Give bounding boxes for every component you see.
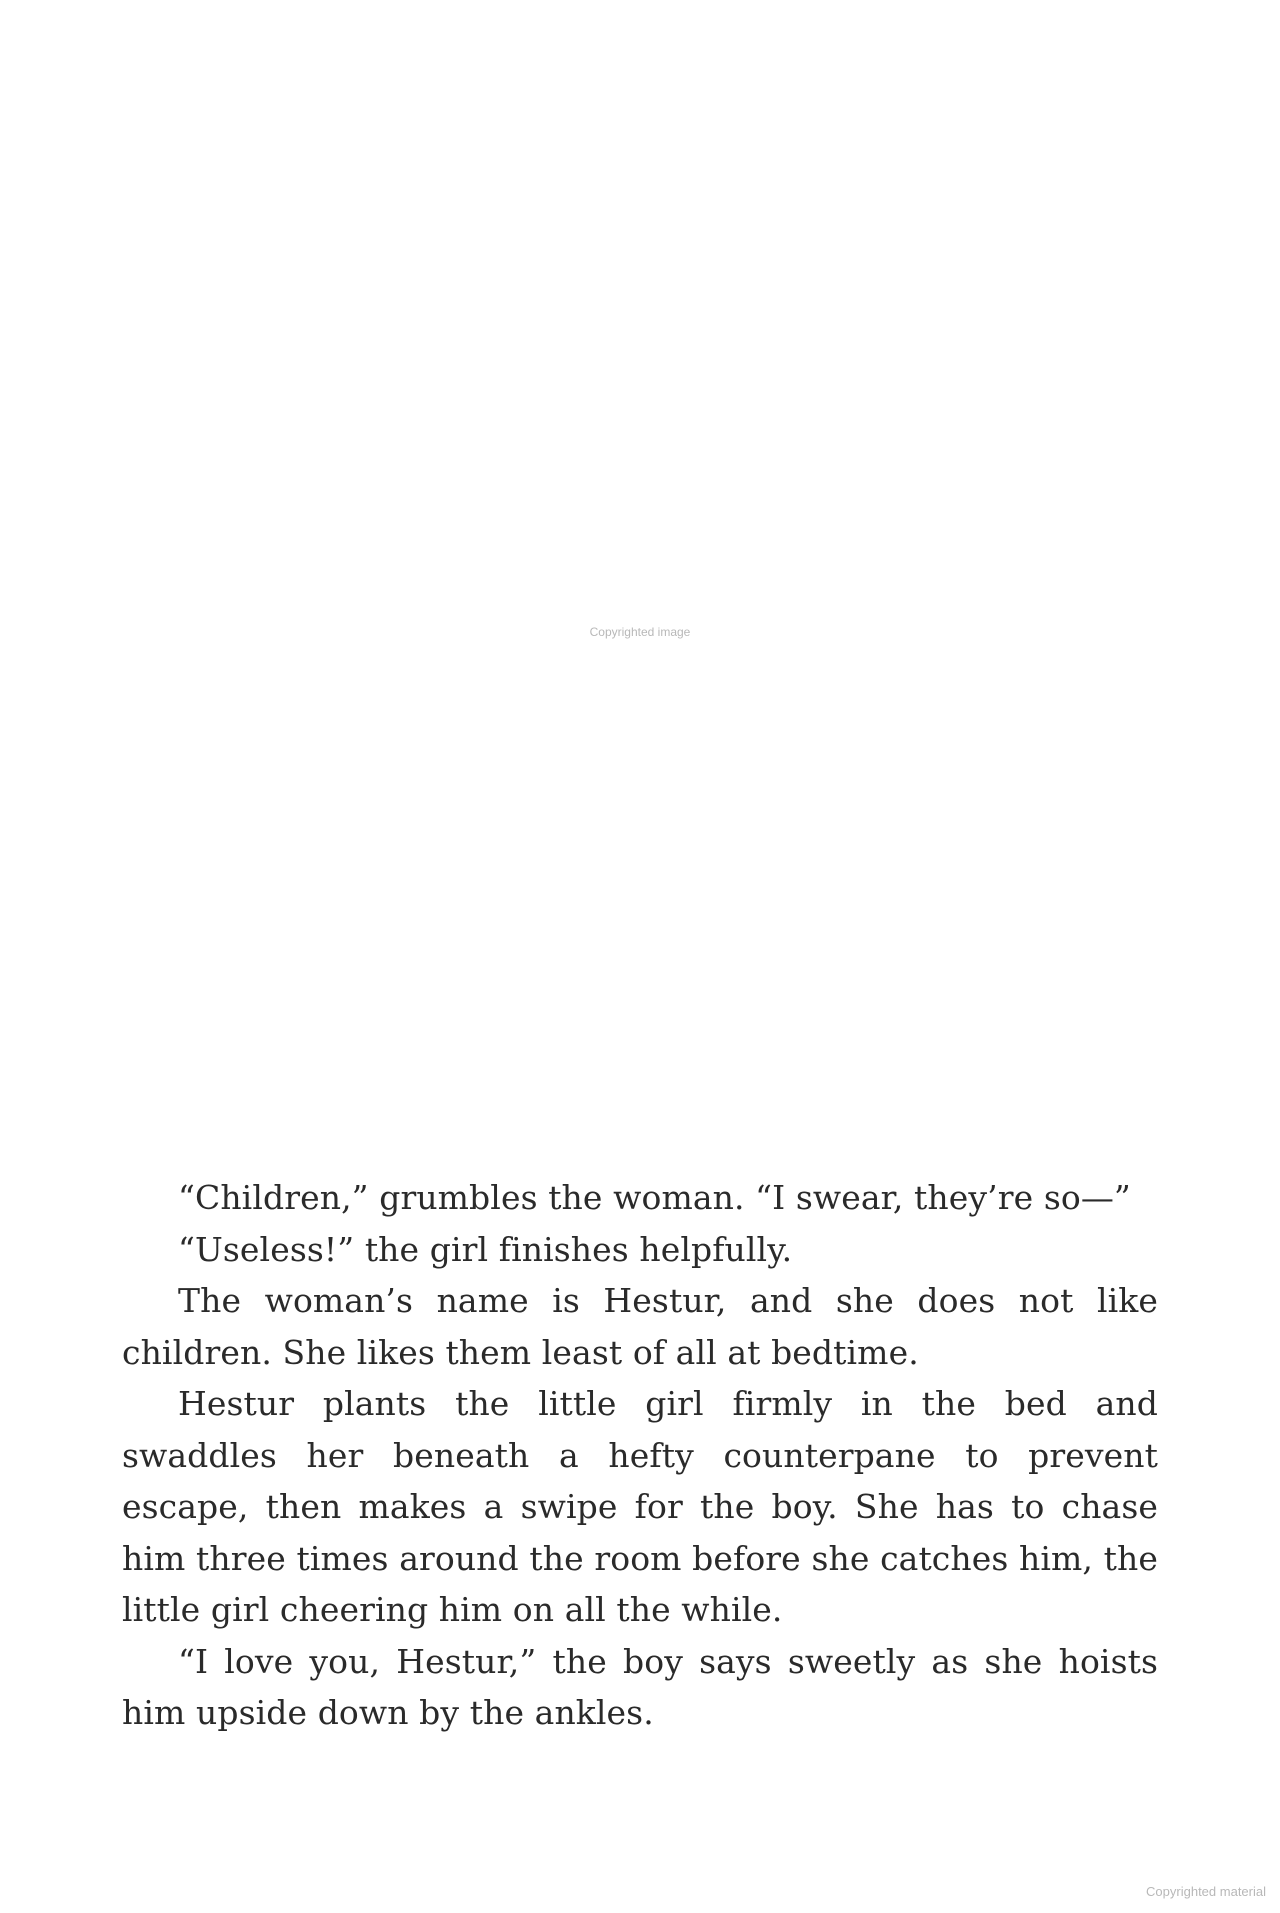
paragraph: The woman’s name is Hestur, and she does not like children. She likes them least of all at bedtime. <box>122 1281 1158 1372</box>
paragraph: Hestur plants the little girl firmly in the bed and swaddles her beneath a hefty counterpane to prevent escape, then makes a swipe for the boy. She has to chase him three times around the room before she catches him, the little girl cheering him on all the while. <box>122 1384 1158 1629</box>
paragraph: “Children,” grumbles the woman. “I swear, they’re so—” <box>178 1178 1131 1217</box>
body-text <box>122 1172 1158 1739</box>
paragraph: “I love you, Hestur,” the boy says sweetly as she hoists him upside down by the ankles. <box>122 1641 1158 1732</box>
copyrighted-image-label: Copyrighted image <box>589 625 691 639</box>
copyrighted-material-label: Copyrighted material <box>1146 1884 1266 1899</box>
paragraph: “Useless!” the girl finishes helpfully. <box>178 1229 793 1269</box>
